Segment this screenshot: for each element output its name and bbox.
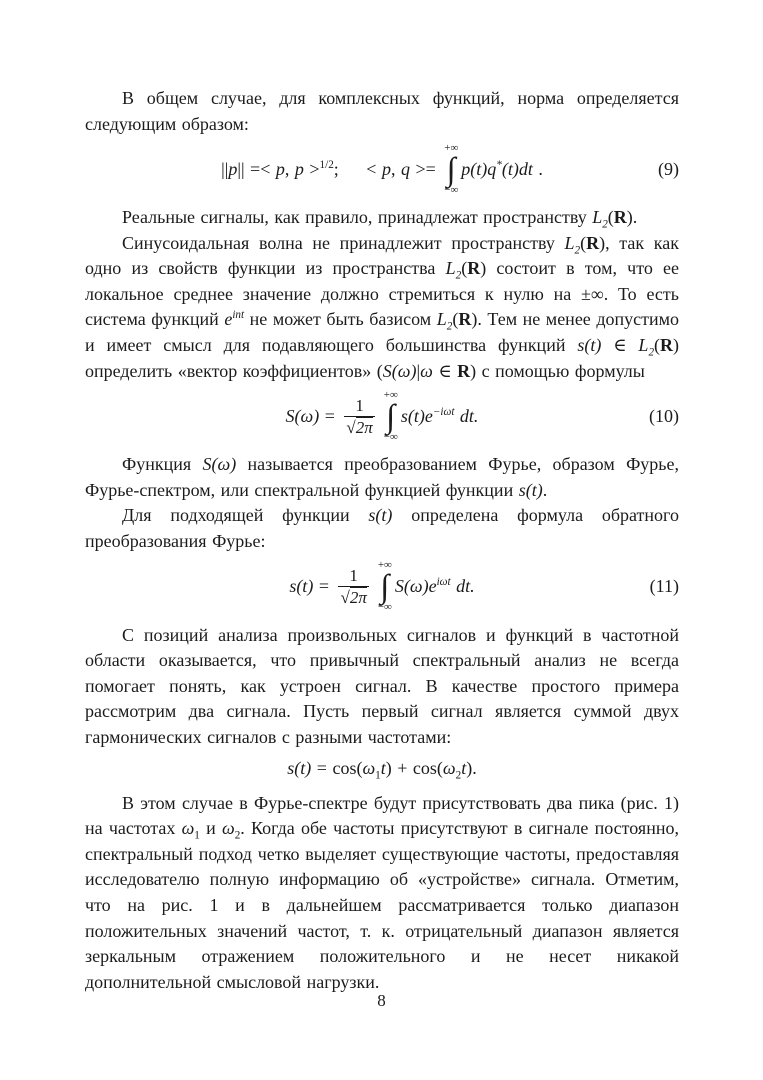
equation-11-rhs: $S(\omega)e^{i\omega t}$ dt. xyxy=(394,576,475,597)
integral-symbol xyxy=(384,390,398,443)
integral-upper-limit: +∞ xyxy=(383,389,398,402)
sqrt-argument: 2π xyxy=(355,417,373,437)
equation-9-rhs: p(t)q*(t)dt . xyxy=(461,158,543,179)
fraction-numerator: 1 xyxy=(349,566,358,586)
equation-10-body xyxy=(286,390,479,443)
equation-signal-sum xyxy=(85,756,679,782)
integral-upper-limit: +∞ xyxy=(444,142,459,155)
paragraph-inverse-intro: Для подходящей функции s(t) определена формула обратного преобразования Фурье: xyxy=(85,505,679,551)
integral-sign: ∫ xyxy=(380,568,390,605)
paragraph-two-peaks: В этом случае в Фурье-спектре будут присутствовать два пика (рис. 1) на частотах $\omega_1$ и $\omega_2$. Когда обе частоты присутствуют в сигнале постоянно, спектральный подход четко выделяет существующие частоты, предоставляя исследователю полную информацию об «устройстве» сигнала. Отметим, что на рис. 1 и в дальнейшем рассматривается только диапазон положительных значений частот, т. к. отрицательный диапазон является зеркальным отражением положительного и не несет никакой дополнительной смысловой нагрузки. xyxy=(85,792,679,992)
equation-10-lhs: S(ω) = xyxy=(285,405,341,426)
equation-9 xyxy=(85,143,679,196)
text-block xyxy=(85,86,679,995)
paragraph-fourier-definition: Функция S(ω) называется преобразованием Фурье, образом Фурье, Фурье-спектром, или спектральной функцией функции s(t). xyxy=(85,454,679,500)
integral-lower-limit: −∞ xyxy=(444,183,459,196)
paragraph-spectral-analysis: С позиций анализа произвольных сигналов и функций в частотной области оказывается, что привычный спектральный анализ не всегда помогает понять, как устроен сигнал. В качестве простого примера рассмотрим два сигнала. Пусть первый сигнал является суммой двух гармонических сигналов с разными частотами: xyxy=(85,624,679,747)
integral-lower-limit: −∞ xyxy=(377,600,392,613)
paragraph-real-signals: Реальные сигналы, как правило, принадлежат пространству $L_2(R)$. xyxy=(122,207,638,231)
sqrt-argument: 2π xyxy=(349,587,367,607)
fraction xyxy=(338,566,368,607)
equation-10-rhs: $s(t)e^{-i\omega t}$ dt. xyxy=(400,405,479,426)
fraction xyxy=(344,396,374,437)
equation-number: (9) xyxy=(658,158,679,179)
equation-11 xyxy=(85,560,679,613)
page-number: 8 xyxy=(377,991,386,1010)
integral-sign: ∫ xyxy=(446,151,456,188)
equation-9-body xyxy=(221,143,543,196)
integral-lower-limit: −∞ xyxy=(383,430,398,443)
equation-11-lhs: s(t) = xyxy=(289,576,335,597)
integral-sign: ∫ xyxy=(386,398,396,435)
sqrt-sign: √ xyxy=(346,417,356,437)
fraction-denominator xyxy=(344,416,374,438)
paragraph-sine-wave: Синусоидальная волна не принадлежит пространству $L_2(R)$, так как одно из свойств функции из пространства $L_2(R)$ состоит в том, что ее локальное среднее значение должно стремиться к нулю на ±∞. То есть система функций $e^{int}$ не может быть базисом $L_2(R)$. Тем не менее допустимо и имеет смысл для подавляющего большинства функций s(t) ∈ $L_2(R)$ определить «вектор коэффициентов» (S(ω)|ω ∈ R) с помощью формулы xyxy=(85,232,680,381)
equation-signal-sum-body xyxy=(287,756,476,782)
integral-upper-limit: +∞ xyxy=(377,559,392,572)
paragraph-norm-intro: В общем случае, для комплексных функций, норма определяется следующим образом: xyxy=(85,88,679,134)
equation-number: (10) xyxy=(649,405,679,426)
fraction-denominator xyxy=(338,586,368,608)
equation-10 xyxy=(85,390,679,443)
equation-signal-sum-runs: $s(t) = \cos(\omega_1t) + \cos(\omega_2t)$. xyxy=(287,758,477,782)
equation-number: (11) xyxy=(649,576,679,597)
equation-11-body xyxy=(289,560,474,613)
equation-9-lhs: ||p|| =< p, p >$^{1/2}$; < p, q >= xyxy=(221,158,442,179)
sqrt-sign: √ xyxy=(340,587,350,607)
integral-symbol xyxy=(444,143,458,196)
fraction-numerator: 1 xyxy=(355,396,364,416)
integral-symbol xyxy=(378,560,392,613)
